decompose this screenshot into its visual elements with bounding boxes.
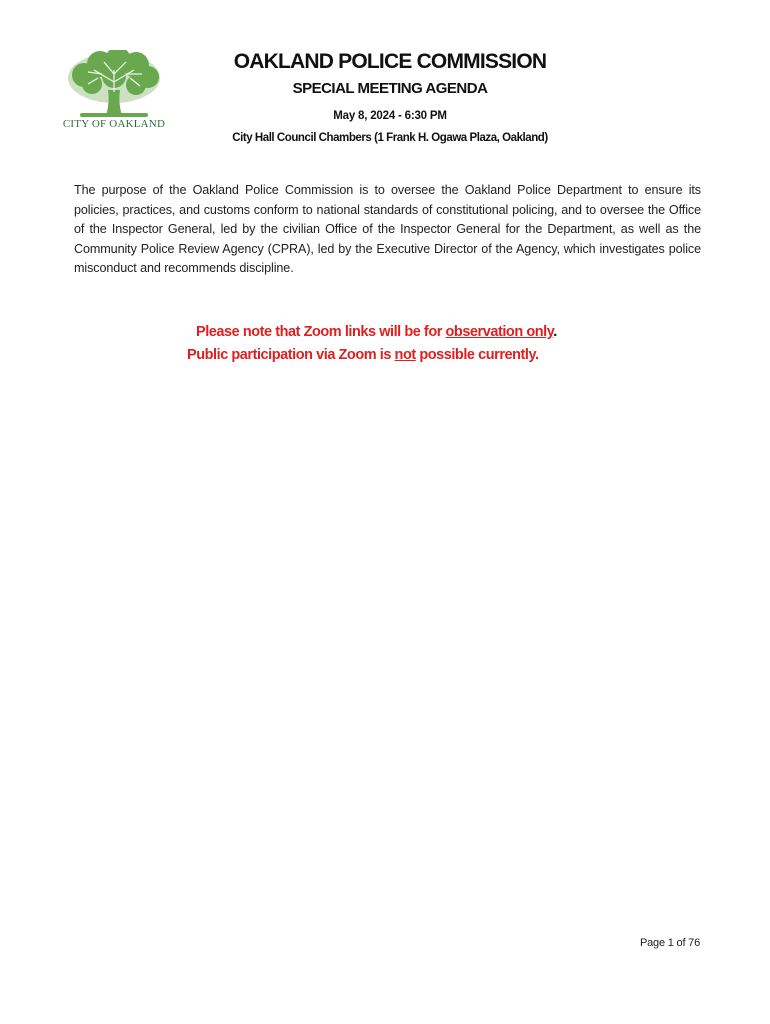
meeting-location: City Hall Council Chambers (1 Frank H. Ogawa Plaza, Oakland) <box>232 132 548 144</box>
notice-text: Please note that Zoom links will be for <box>196 324 446 340</box>
zoom-notice-line-1 <box>150 321 650 344</box>
agenda-subtitle: SPECIAL MEETING AGENDA <box>292 80 488 97</box>
page-number: Page 1 of 76 <box>640 937 700 949</box>
notice-text: possible currently. <box>415 347 539 363</box>
logo-text: CITY OF OAKLAND <box>62 118 166 130</box>
notice-punctuation: . <box>553 324 557 340</box>
purpose-paragraph: The purpose of the Oakland Police Commission is to oversee the Oakland Police Department to ensure its policies, practices, and customs conform to national standards of constitutional policing, and to oversee the Office of the Inspector General, led by the civilian Office of the Inspector General for the Department, as well as the Community Police Review Agency (CPRA), led by the Executive Director of the Agency, which investigates police misconduct and recommends discipline. <box>74 183 701 275</box>
zoom-notice <box>150 321 650 367</box>
city-of-oakland-logo <box>62 50 166 136</box>
page-title: OAKLAND POLICE COMMISSION <box>233 50 547 73</box>
oak-tree-icon <box>62 50 166 120</box>
notice-emphasis-not: not <box>394 347 416 363</box>
notice-text: Public participation via Zoom is <box>187 347 395 363</box>
meeting-datetime: May 8, 2024 - 6:30 PM <box>333 110 447 122</box>
agenda-header <box>160 48 620 146</box>
zoom-notice-line-2 <box>150 344 650 367</box>
notice-emphasis-observation: observation only <box>445 324 554 340</box>
